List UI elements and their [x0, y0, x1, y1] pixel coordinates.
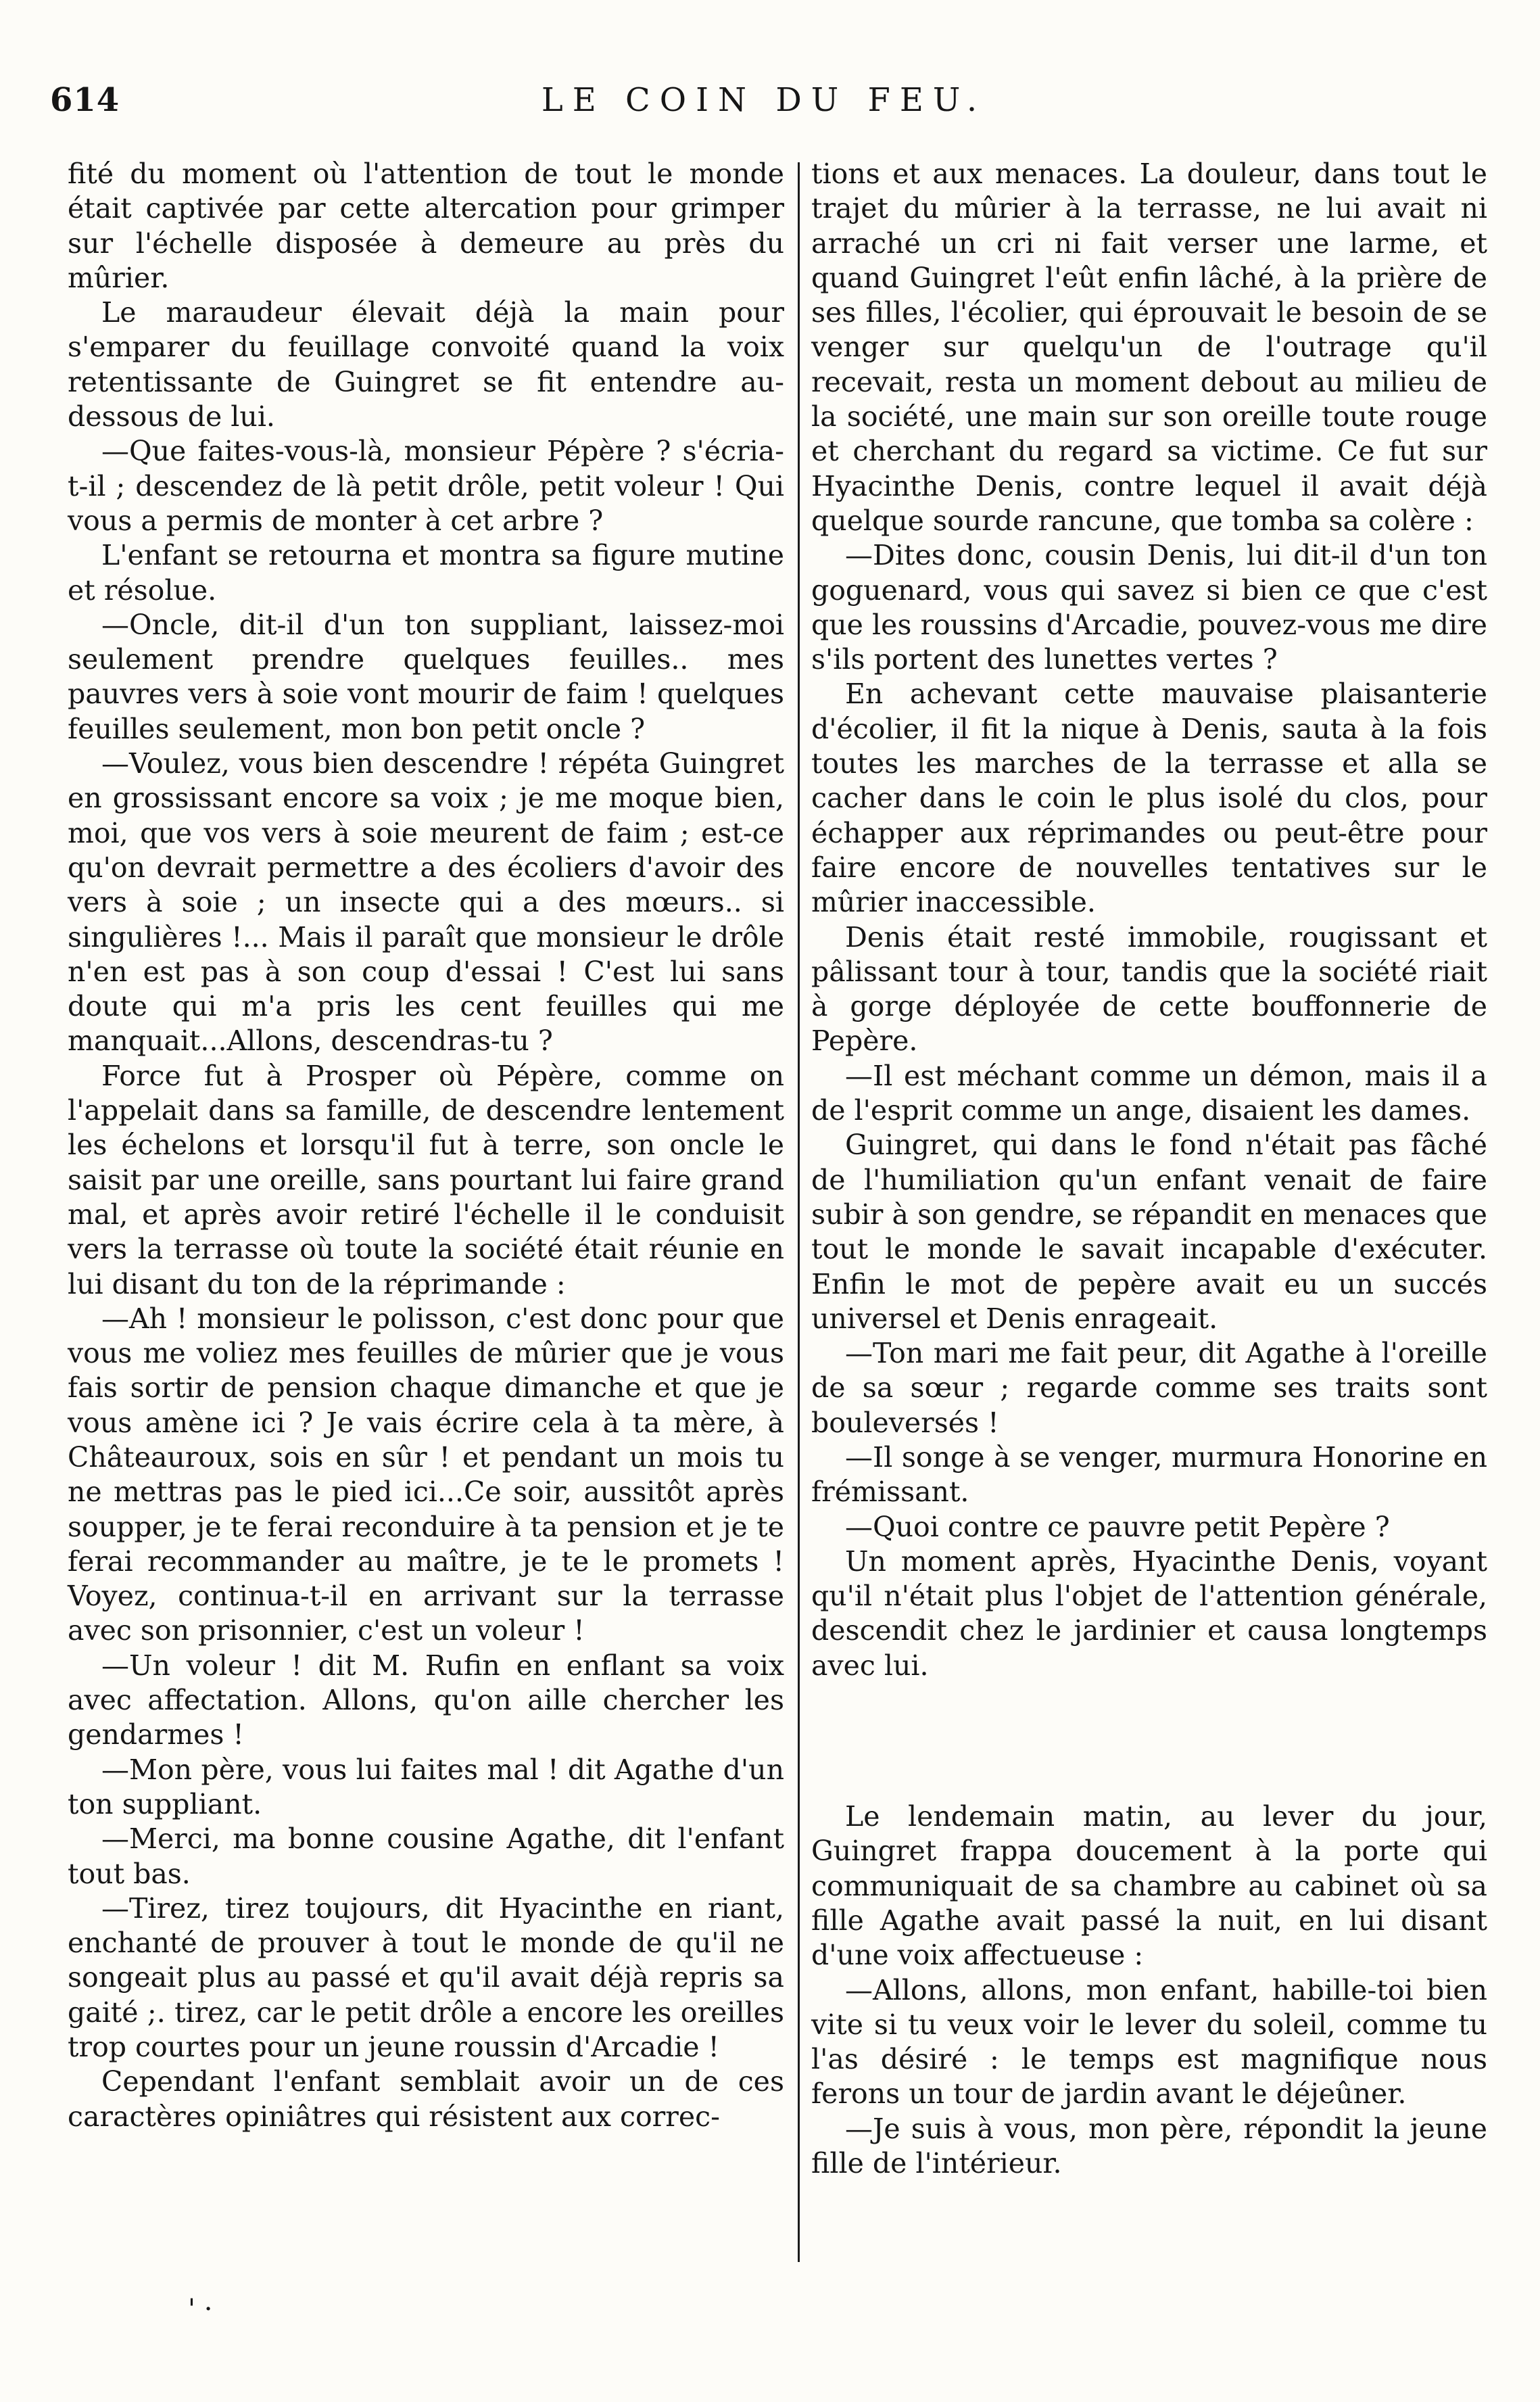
- paragraph: L'enfant se retourna et montra sa figure mutine et résolue.: [68, 539, 784, 607]
- paragraph: —Tirez, tirez toujours, dit Hyacinthe en riant, enchanté de prouver à tout le monde de qu'il ne songeait plus au passé et qu'il avait déjà repris sa gaité ;. tirez, car le petit drôle a encore les oreilles trop courtes pour un jeune roussin d'Arcadie !: [68, 1891, 784, 2064]
- paragraph: —Ah ! monsieur le polisson, c'est donc pour que vous me voliez mes feuilles de mûrier que je vous fais sortir de pension chaque dimanche et que je vous amène ici ? Je vais écrire cela à ta mère, à Châteauroux, sois en sûr ! et pendant un mois tu ne mettras pas le pied ici...Ce soir, aussitôt après soupper, je te ferai reconduire à ta pension et je te ferai recommander au maître, je te le promets ! Voyez, continua-t-il en arrivant sur la terrasse avec son prisonnier, c'est un voleur !: [68, 1302, 784, 1647]
- paragraph: En achevant cette mauvaise plaisanterie d'écolier, il fit la nique à Denis, sauta à la fois toutes les marches de la terrasse et alla se cacher dans le coin le plus isolé du clos, pour échapper aux réprimandes ou peut-être pour faire encore de nouvelles tentatives sur le mûrier inaccessible.: [811, 678, 1487, 919]
- paragraph: Le maraudeur élevait déjà la main pour s'emparer du feuillage convoité quand la voix retentissante de Guingret se fit entendre au-dessous de lui.: [68, 296, 784, 433]
- paragraph: —Je suis à vous, mon père, répondit la jeune fille de l'intérieur.: [811, 2112, 1487, 2180]
- paragraph: —Dites donc, cousin Denis, lui dit-il d'un ton goguenard, vous qui savez si bien ce que c'est que les roussins d'Arcadie, pouvez-vous me dire s'ils portent des lunettes vertes ?: [811, 539, 1487, 676]
- paragraph: —Il est méchant comme un démon, mais il a de l'esprit comme un ange, disaient les dames.: [811, 1059, 1487, 1127]
- paragraph: —Oncle, dit-il d'un ton suppliant, laissez-moi seulement prendre quelques feuilles.. mes pauvres vers à soie vont mourir de faim ! quelques feuilles seulement, mon bon petit oncle ?: [68, 608, 784, 745]
- paragraph: —Ton mari me fait peur, dit Agathe à l'oreille de sa sœur ; regarde comme ses traits sont bouleversés !: [811, 1337, 1487, 1439]
- paragraph: —Quoi contre ce pauvre petit Pepère ?: [845, 1510, 1390, 1543]
- paragraph: fité du moment où l'attention de tout le monde était captivée par cette altercation pour grimper sur l'échelle disposée à demeure au près du mûrier.: [68, 158, 784, 294]
- paragraph: Le lendemain matin, au lever du jour, Guingret frappa doucement à la porte qui communiquait de sa chambre au cabinet où sa fille Agathe avait passé la nuit, en lui disant d'une voix affectueuse :: [811, 1800, 1487, 1972]
- running-title: LE COIN DU FEU.: [541, 81, 987, 119]
- paragraph: Force fut à Prosper où Pépère, comme on l'appelait dans sa famille, de descendre lentement les échelons et lorsqu'il fut à terre, son oncle le saisit par une oreille, sans pourtant lui faire grand mal, et après avoir retiré l'échelle il le conduisit vers la terrasse où toute la société était réunie en lui disant du ton de la réprimande :: [68, 1059, 784, 1300]
- paragraph: tions et aux menaces. La douleur, dans tout le trajet du mûrier à la terrasse, ne lui avait ni arraché un cri ni fait verser une larme, et quand Guingret l'eût enfin lâché, à la prière de ses filles, l'écolier, qui éprouvait le besoin de se venger sur quelqu'un de l'outrage qu'il recevait, resta un moment debout au milieu de la société, une main sur son oreille toute rouge et cherchant du regard sa victime. Ce fut sur Hyacinthe Denis, contre lequel il avait déjà quelque sourde rancune, que tomba sa colère :: [811, 158, 1487, 537]
- footer-mark: ' ·: [188, 2294, 213, 2325]
- paragraph: —Que faites-vous-là, monsieur Pépère ? s'écria-t-il ; descendez de là petit drôle, petit voleur ! Qui vous a permis de monter à cet arbre ?: [68, 435, 784, 537]
- right-column: [811, 157, 1487, 2181]
- page-number: 614: [50, 81, 120, 119]
- paragraph: Denis était resté immobile, rougissant et pâlissant tour à tour, tandis que la société riait à gorge déployée de cette bouffonnerie de Pepère.: [811, 920, 1487, 1058]
- paragraph: —Allons, allons, mon enfant, habille-toi bien vite si tu veux voir le lever du soleil, comme tu l'as désiré : le temps est magnifique nous ferons un tour de jardin avant le déjeûner.: [811, 1973, 1487, 2111]
- paragraph: Un moment après, Hyacinthe Denis, voyant qu'il n'était plus l'objet de l'attention générale, descendit chez le jardinier et causa longtemps avec lui.: [811, 1545, 1487, 1682]
- paragraph: —Voulez, vous bien descendre ! répéta Guingret en grossissant encore sa voix ; je me moque bien, moi, que vos vers à soie meurent de faim ; est-ce qu'on devrait permettre a des écoliers d'avoir des vers à soie ; un insecte qui a des mœurs.. si singulières !... Mais il paraît que monsieur le drôle n'en est pas à son coup d'essai ! C'est lui sans doute qui m'a pris les cent feuilles qui me manquait...Allons, descendras-tu ?: [68, 747, 784, 1058]
- paragraph: —Merci, ma bonne cousine Agathe, dit l'enfant tout bas.: [68, 1822, 784, 1890]
- paragraph: Cependant l'enfant semblait avoir un de ces caractères opiniâtres qui résistent aux correc-: [68, 2065, 784, 2133]
- page-header: [50, 81, 1478, 142]
- paragraph: —Il songe à se venger, murmura Honorine en frémissant.: [811, 1440, 1487, 1509]
- paragraph: Guingret, qui dans le fond n'était pas fâché de l'humiliation qu'un enfant venait de faire subir à son gendre, se répandit en menaces que tout le monde le savait incapable d'exécuter. Enfin le mot de pepère avait eu un succés universel et Denis enrageait.: [811, 1129, 1487, 1335]
- left-column: [68, 157, 784, 2134]
- column-divider: [798, 162, 800, 2262]
- paragraph: —Un voleur ! dit M. Rufin en enflant sa voix avec affectation. Allons, qu'on aille chercher les gendarmes !: [68, 1649, 784, 1751]
- paragraph: —Mon père, vous lui faites mal ! dit Agathe d'un ton suppliant.: [68, 1753, 784, 1820]
